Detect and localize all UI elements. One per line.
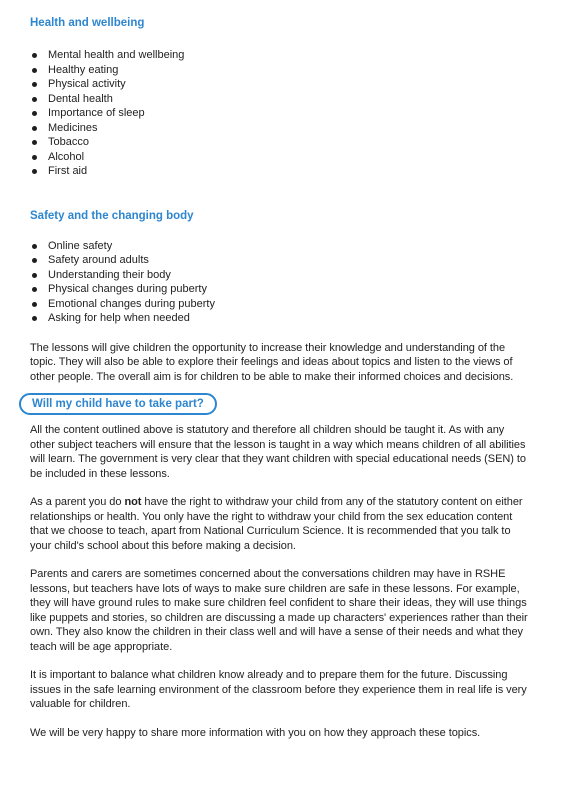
list-item: Physical activity xyxy=(30,77,530,92)
list-item: Emotional changes during puberty xyxy=(30,297,530,312)
list-item: First aid xyxy=(30,164,530,179)
list-item: Alcohol xyxy=(30,150,530,165)
list-item: Tobacco xyxy=(30,135,530,150)
health-heading: Health and wellbeing xyxy=(30,17,145,29)
concerns-paragraph: Parents and carers are sometimes concerned about the conversations children may have in RSHE lessons, but teachers have lots of ways to make sure children are safe in these lessons. For example, they will have ground rules to make sure children feel confident to share their ideas, they will use things like puppets and stories, so children are discussing a made up characters' experiences rather than their own. They also know the children in their class well and will have a sense of their needs and what they teach will be age appropriate. xyxy=(30,568,528,653)
list-item: Physical changes during puberty xyxy=(30,282,530,297)
safety-heading: Safety and the changing body xyxy=(30,209,194,222)
statutory-paragraph: All the content outlined above is statutory and therefore all children should be taught it. As with any other subject teachers will ensure that the lesson is taught in a way which means children of all abilities will learn. The government is very clear that they want children with special educational needs (SEN) to be included in these lessons. xyxy=(30,424,526,480)
intro-paragraph: The lessons will give children the opportunity to increase their knowledge and understanding of the topic. They will also be able to explore their feelings and ideas about topics and listen to the views of other people. The overall aim is for children to be able to make their informed choices and decisions. xyxy=(30,341,514,383)
list-item: Importance of sleep xyxy=(30,106,530,121)
list-item: Dental health xyxy=(30,92,530,107)
take-part-heading: Will my child have to take part? xyxy=(19,393,217,415)
safety-list xyxy=(30,239,530,326)
list-item: Safety around adults xyxy=(30,253,530,268)
list-item: Online safety xyxy=(30,239,530,254)
list-item: Mental health and wellbeing xyxy=(30,48,530,63)
list-item: Medicines xyxy=(30,121,530,136)
balance-paragraph: It is important to balance what children know already and to prepare them for the future. Discussing issues in the safe learning environment of the classroom before they experience them in real life is very valuable for children. xyxy=(30,669,527,710)
withdraw-text-end: have the right to withdraw your child from any of the statutory content on either relationships or health. You only have the right to withdraw your child from the sex education content that we choose to teach, apart from National Curriculum Science. It is recommended that you talk to your child's school about this before making a decision. xyxy=(30,496,523,552)
withdraw-text-start: As a parent you do xyxy=(30,496,125,508)
list-item: Understanding their body xyxy=(30,268,530,283)
withdraw-paragraph xyxy=(30,495,530,553)
closing-paragraph: We will be very happy to share more information with you on how they approach these topics. xyxy=(30,726,481,739)
health-list xyxy=(30,48,530,179)
withdraw-emphasis: not xyxy=(124,496,142,508)
list-item: Asking for help when needed xyxy=(30,311,530,326)
list-item: Healthy eating xyxy=(30,63,530,78)
document-page xyxy=(30,14,530,740)
